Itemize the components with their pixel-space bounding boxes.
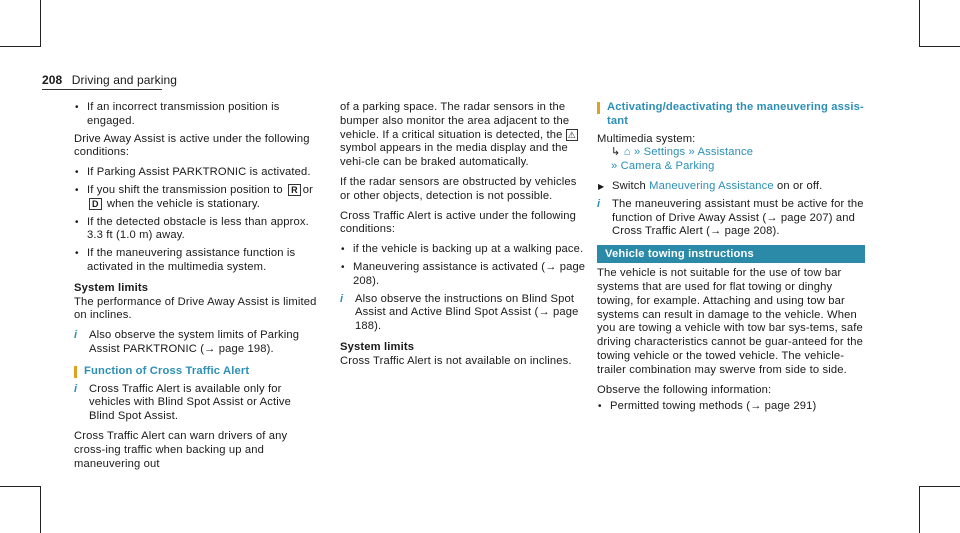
list-item: • If the detected obstacle is less than approx. 3.3 ft (1.0 m) away. <box>74 216 319 244</box>
list-item: • If Parking Assist PARKTRONIC is activated. <box>74 166 319 180</box>
crop-mark <box>0 486 41 487</box>
paragraph: Observe the following information: <box>597 383 772 396</box>
text: Switch <box>612 179 646 192</box>
list-item: • Permitted towing methods (→ page 291) <box>597 400 865 414</box>
menu-path-settings: Settings <box>643 146 686 159</box>
crop-mark <box>919 486 920 533</box>
chevron-icon: » <box>688 146 695 159</box>
note <box>74 329 319 357</box>
note-text: The maneuvering assistant must be active for the function of Drive Away Assist (→ page 207) and Cross Traffic Alert (→ page 208). <box>612 197 864 238</box>
note-text: Also observe the instructions on Blind Spot Assist and Active Blind Spot Assist (→ page 188). <box>355 292 579 333</box>
arrow-icon: ↳ <box>611 146 621 159</box>
note-text: Cross Traffic Alert is available only for vehicles with Blind Spot Assist or Active Blind Spot Assist. <box>89 382 292 423</box>
column-3 <box>597 101 865 418</box>
section-heading: Function of Cross Traffic Alert <box>74 365 319 379</box>
list-item <box>74 184 319 212</box>
paragraph: The vehicle is not suitable for the use of tow bar systems that are used for flat towing or dinghy towing, for example. Attaching and using tow bar systems can result in damage to the vehicle. When you are towing a vehicle with tow bar sys-tems, safe driving characteristics cannot be guar-anteed for the towing vehicle or the towed vehicle. The vehicle-trailer combination may swerve from side to side. <box>597 267 864 376</box>
note-text: Also observe the system limits of Parking Assist PARKTRONIC (→ page 198). <box>89 329 300 355</box>
info-icon: i <box>74 329 78 342</box>
crop-mark <box>0 46 41 47</box>
list-item: • If an incorrect transmission position is engaged. <box>74 101 319 129</box>
maneuvering-assistance-link: Maneuvering Assistance <box>649 179 774 192</box>
info-icon: i <box>340 292 344 305</box>
text: If you shift the transmission position to <box>87 183 283 196</box>
subheading: System limits <box>340 340 415 353</box>
section-title: Driving and parking <box>71 73 178 87</box>
menu-path <box>597 146 865 160</box>
page-number: 208 <box>42 73 63 87</box>
gear-d-key: D <box>89 198 102 210</box>
paragraph: The performance of Drive Away Assist is limited on inclines. <box>74 295 317 322</box>
gear-r-key: R <box>288 184 301 196</box>
list-item: • if the vehicle is backing up at a walking pace. <box>340 243 588 257</box>
text: when the vehicle is stationary. <box>106 197 260 210</box>
column-1 <box>74 101 319 477</box>
text: on or off. <box>776 179 823 192</box>
text: symbol appears in the media display and the vehi-cle can be braked automatically. <box>340 142 568 169</box>
crop-mark <box>919 486 960 487</box>
paragraph <box>340 101 588 170</box>
text: or <box>302 183 313 196</box>
crop-mark <box>919 46 960 47</box>
note <box>597 198 865 239</box>
multimedia-label: Multimedia system: <box>597 132 696 145</box>
page-header <box>42 73 177 87</box>
paragraph: Cross Traffic Alert can warn drivers of any cross-ing traffic when backing up and maneuvering out <box>74 429 288 470</box>
column-2 <box>340 101 588 375</box>
subheading: System limits <box>74 281 149 294</box>
crop-mark <box>40 486 41 533</box>
step <box>597 180 865 194</box>
menu-path <box>597 160 865 174</box>
menu-path-camera: Camera & Parking <box>620 160 715 173</box>
info-icon: i <box>74 382 78 395</box>
paragraph: If the radar sensors are obstructed by vehicles or other objects, detection is not possible. <box>340 175 577 202</box>
paragraph: Drive Away Assist is active under the following conditions: <box>74 132 310 159</box>
paragraph: Cross Traffic Alert is not available on inclines. <box>340 354 572 367</box>
note <box>340 293 588 334</box>
header-rule <box>42 89 162 90</box>
crop-mark <box>40 0 41 47</box>
warning-icon: ⚠ <box>567 129 576 140</box>
info-icon: i <box>597 197 601 210</box>
section-banner: Vehicle towing instructions <box>597 245 865 263</box>
note <box>74 383 319 424</box>
paragraph: Cross Traffic Alert is active under the following conditions: <box>340 209 576 236</box>
chevron-icon: » <box>633 146 641 159</box>
section-heading: Activating/deactivating the maneuvering assis-tant <box>597 101 865 129</box>
home-icon: ⌂ <box>623 146 631 159</box>
crop-mark <box>919 0 920 47</box>
chevron-icon: » <box>611 160 618 173</box>
list-item: • Maneuvering assistance is activated (→ page 208). <box>340 261 588 289</box>
menu-path-assistance: Assistance <box>697 146 754 159</box>
list-item: • If the maneuvering assistance function is activated in the multimedia system. <box>74 247 319 275</box>
text: of a parking space. The radar sensors in the bumper also monitor the area adjacent to the vehicle. If a critical situation is detected, the <box>340 101 570 141</box>
